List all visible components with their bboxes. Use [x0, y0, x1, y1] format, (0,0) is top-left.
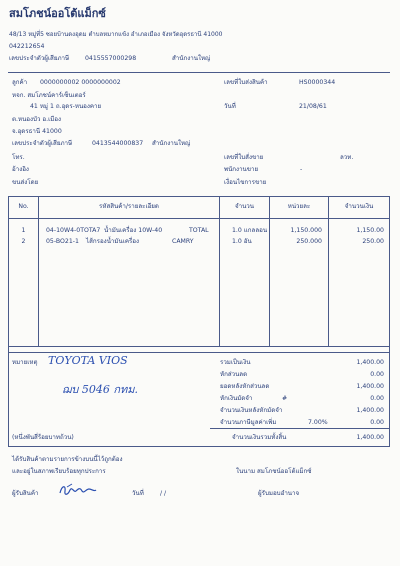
received-statement-1: ได้รับสินค้าตามรายการข้างบนนี้ไว้ถูกต้อง — [12, 456, 123, 463]
after-deposit-label: จำนวนเงินหลังหักมัดจำ — [220, 407, 283, 414]
grand-total-divider — [210, 428, 389, 429]
header-qty: จำนวน — [234, 203, 255, 210]
row-2-qty: 1.0 อัน — [232, 238, 252, 245]
doc-order-value: ลวท. — [340, 154, 354, 161]
col-divider-unit — [328, 196, 329, 346]
row-1-brand: TOTAL — [189, 227, 209, 234]
doc-date: 21/08/61 — [299, 103, 327, 110]
on-behalf-of: ในนาม สมโภชน์ออโต้แม็กซ์ — [236, 468, 312, 475]
row-2-code: 05-BO21-1 — [46, 238, 79, 245]
discount-label: หักส่วนลด — [220, 371, 248, 378]
doc-sales-label: พนักงานขาย — [224, 166, 259, 173]
doc-terms-label: เงื่อนไขการขาย — [224, 179, 267, 186]
authorized-label: ผู้รับมอบอำนาจ — [258, 490, 300, 497]
customer-ship-label: ขนส่งโดย — [12, 179, 39, 186]
table-right-edge — [389, 196, 390, 446]
customer-tax-id: 0413544000837 — [92, 140, 144, 147]
row-1-code: 04-10W4-0TOTA7 — [46, 227, 101, 234]
grand-total-value: 1,400.00 — [356, 434, 384, 441]
received-statement-2: และอยู่ในสภาพเรียบร้อยทุกประการ — [12, 468, 106, 475]
doc-no: HS0000344 — [299, 79, 336, 86]
col-divider-no — [38, 196, 39, 346]
vat-value: 0.00 — [370, 419, 384, 426]
receiver-label: ผู้รับสินค้า — [12, 490, 39, 497]
subtotal-label: รวมเป็นเงิน — [220, 359, 251, 366]
deposit-label: หักเงินมัดจำ — [220, 395, 253, 402]
table-header-bottom — [8, 218, 390, 219]
header-unit-price: หน่วยละ — [287, 203, 311, 210]
company-phone: 042212654 — [9, 43, 45, 50]
customer-address-3: จ.อุดรธานี 41000 — [12, 128, 62, 135]
after-discount-value: 1,400.00 — [356, 383, 384, 390]
doc-order-label: เลขที่ใบสั่งขาย — [224, 154, 264, 161]
company-tax-id: 0415557000298 — [85, 55, 137, 62]
customer-branch: สำนักงานใหญ่ — [152, 140, 191, 147]
company-tax-label: เลขประจำตัวผู้เสียภาษี — [9, 55, 70, 62]
table-body-bottom — [8, 346, 390, 347]
customer-name: หจก. สมโภชน์คาร์เซ็นเตอร์ — [12, 92, 86, 99]
col-divider-qty — [269, 196, 270, 346]
deposit-value: 0.00 — [370, 395, 384, 402]
after-discount-label: ยอดหลังหักส่วนลด — [220, 383, 270, 390]
vat-label: จำนวนภาษีมูลค่าเพิ่ม — [220, 419, 277, 426]
deposit-mark: # — [282, 395, 288, 402]
row-1-qty: 1.0 แกลลอน — [232, 227, 268, 234]
row-1-no: 1 — [21, 227, 26, 234]
customer-box-top — [8, 72, 390, 73]
receive-date-separator: / / — [160, 490, 167, 497]
totals-bottom — [8, 446, 390, 447]
doc-no-label: เลขที่ใบส่งสินค้า — [224, 79, 268, 86]
customer-code: 0000000002 0000000002 — [40, 79, 121, 86]
row-2-unit-price: 250.000 — [296, 238, 322, 245]
amount-in-words: (หนึ่งพันสี่ร้อยบาทถ้วน) — [12, 434, 74, 441]
header-desc: รหัสสินค้า/รายละเอียด — [99, 203, 159, 210]
subtotal-value: 1,400.00 — [356, 359, 384, 366]
row-1-desc: น้ำมันเครื่อง 10W-40 — [104, 227, 163, 234]
doc-sales-value: - — [300, 166, 303, 173]
row-1-amount: 1,150.00 — [356, 227, 384, 234]
row-2-no: 2 — [21, 238, 26, 245]
row-2-amount: 250.00 — [362, 238, 384, 245]
company-address: 48/13 หมู่ที่5 ซอยบ้านดงอุดม ตำบลหมากแข้ง อำเภอเมือง จังหวัดอุดรธานี 41000 — [9, 31, 223, 38]
header-no: No. — [18, 203, 29, 210]
grand-total-label: จำนวนเงินรวมทั้งสิ้น — [232, 434, 287, 441]
customer-code-label: ลูกค้า — [12, 79, 28, 86]
doc-date-label: วันที่ — [224, 103, 236, 110]
row-2-desc: ไส้กรองน้ำมันเครื่อง — [86, 238, 140, 245]
notes-label: หมายเหตุ — [12, 359, 38, 366]
customer-ref-label: อ้างอิง — [12, 166, 29, 173]
vat-rate: 7.00% — [308, 419, 328, 426]
totals-top — [8, 352, 390, 353]
row-1-unit-price: 1,150.000 — [290, 227, 322, 234]
notes-handwritten-vehicle: TOYOTA VIOS — [48, 354, 128, 367]
company-name: สมโภชน์ออโต้แม็กซ์ — [9, 7, 106, 20]
receive-date-label: วันที่ — [132, 490, 144, 497]
customer-address-1: 41 หมู่ 1 ถ.อุดร-หนองคาย — [30, 103, 102, 110]
customer-phone-label: โทร. — [12, 154, 25, 161]
after-deposit-value: 1,400.00 — [356, 407, 384, 414]
row-2-brand: CAMRY — [172, 238, 194, 245]
discount-value: 0.00 — [370, 371, 384, 378]
header-amount: จำนวนเงิน — [344, 203, 374, 210]
notes-handwritten-plate: ฌบ 5046 กทม. — [62, 383, 139, 396]
customer-address-2: ต.หนองบัว อ.เมือง — [12, 116, 62, 123]
receiver-signature — [58, 481, 98, 499]
company-branch: สำนักงานใหญ่ — [172, 55, 211, 62]
customer-tax-label: เลขประจำตัวผู้เสียภาษี — [12, 140, 73, 147]
col-divider-desc — [219, 196, 220, 346]
table-top — [8, 196, 390, 197]
